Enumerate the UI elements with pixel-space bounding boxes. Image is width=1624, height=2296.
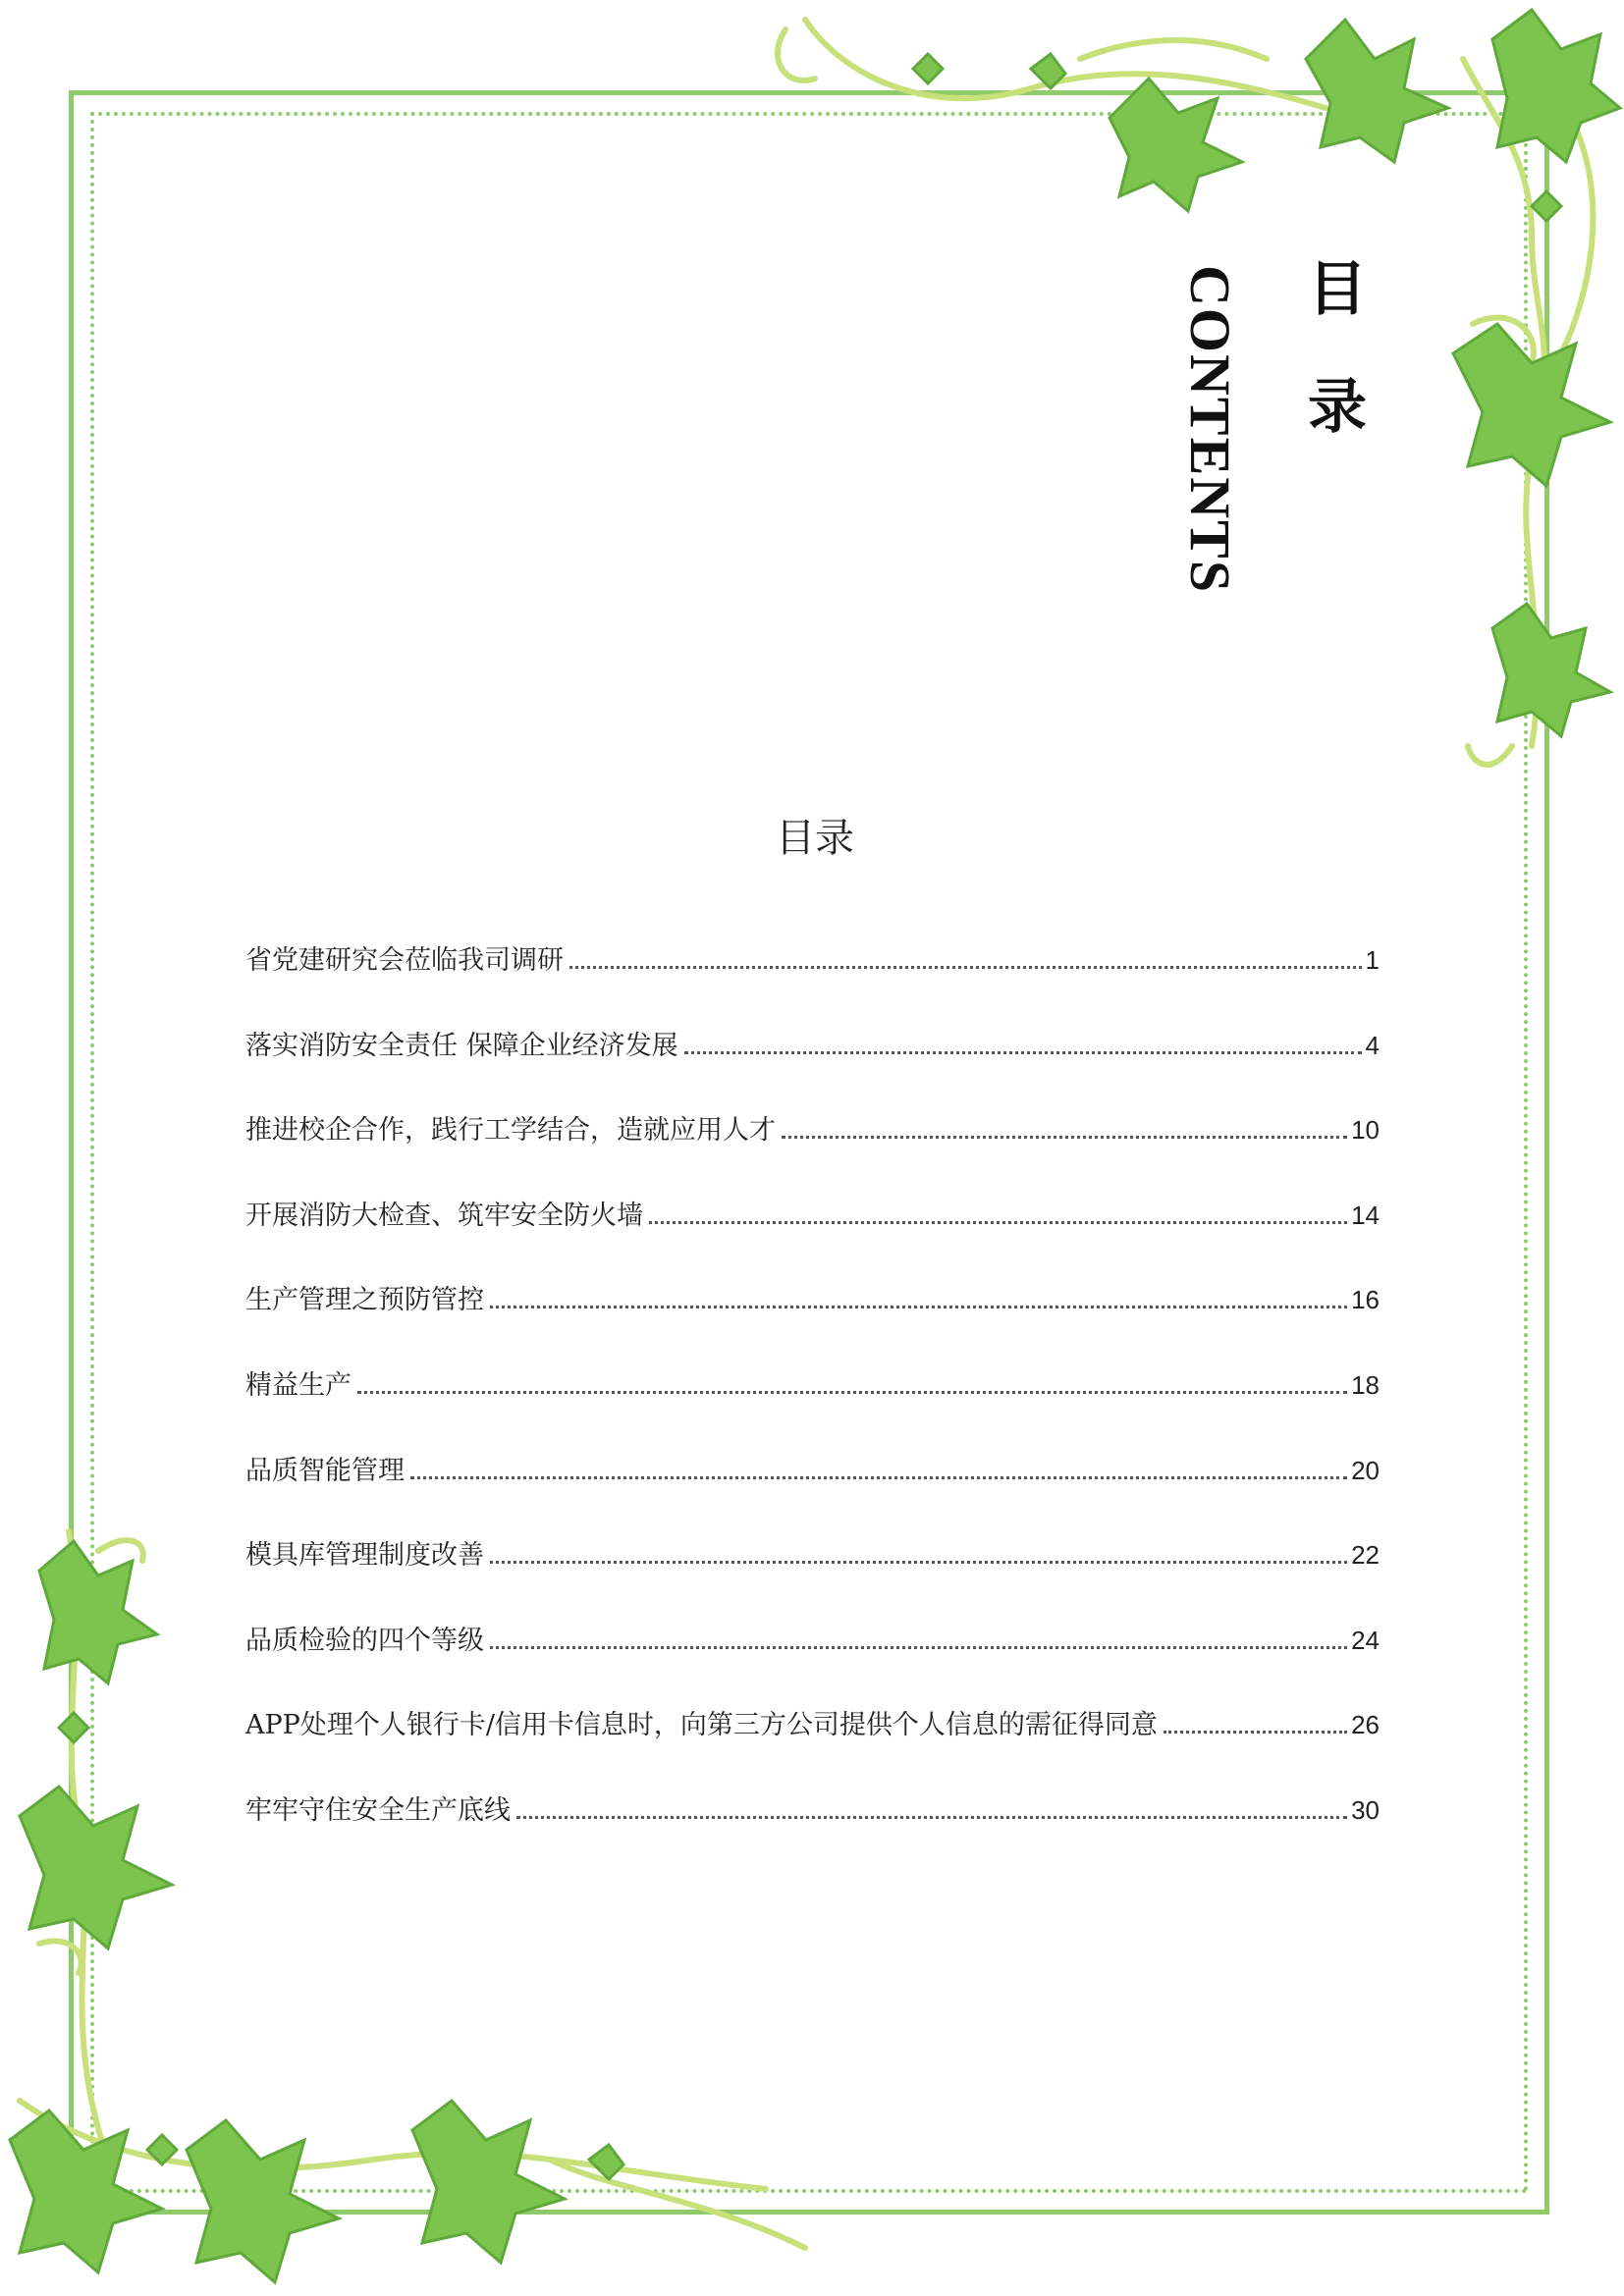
toc-entry-title: 精益生产 (245, 1369, 352, 1401)
toc-entry-title: APP处理个人银行卡/信用卡信息时，向第三方公司提供个人信息的需征得同意 (245, 1710, 1158, 1741)
toc-entry[interactable] (245, 938, 1380, 1024)
toc-leader-dots (649, 1220, 1347, 1224)
toc-leader-dots (410, 1475, 1347, 1479)
toc-entry[interactable] (245, 1194, 1380, 1279)
vertical-title: 目录 (1298, 257, 1367, 493)
toc-entry[interactable] (245, 1789, 1380, 1874)
toc-entry-page: 26 (1351, 1710, 1380, 1740)
toc-entry-page: 22 (1351, 1540, 1380, 1571)
toc-entry-title: 落实消防安全责任 保障企业经济发展 (245, 1030, 678, 1061)
toc-entry-page: 16 (1351, 1285, 1380, 1315)
toc-entry-title: 省党建研究会莅临我司调研 (245, 945, 564, 976)
toc-entry-title: 推进校企合作，践行工学结合，造就应用人才 (245, 1115, 776, 1147)
toc-entry-page: 30 (1351, 1794, 1380, 1825)
toc-entry[interactable] (245, 1363, 1380, 1449)
toc-entry-page: 1 (1365, 945, 1380, 975)
toc-entry-title: 开展消防大检查、筑牢安全防火墙 (245, 1200, 643, 1231)
toc-entry-title: 品质检验的四个等级 (245, 1625, 484, 1656)
toc-entry[interactable] (245, 1703, 1380, 1789)
toc-entry-page: 18 (1351, 1369, 1380, 1400)
toc-entry-page: 10 (1351, 1115, 1380, 1146)
toc-entry[interactable] (245, 1619, 1380, 1704)
toc-leader-dots (782, 1135, 1347, 1139)
toc-leader-dots (490, 1645, 1347, 1649)
toc-leader-dots (1164, 1730, 1347, 1734)
toc-leader-dots (516, 1815, 1347, 1819)
toc-entry-page: 24 (1351, 1625, 1380, 1655)
toc-leader-dots (569, 965, 1362, 969)
vertical-contents-label: CONTENTS (1178, 265, 1242, 595)
toc-entry-title: 模具库管理制度改善 (245, 1540, 484, 1572)
toc-leader-dots (684, 1050, 1362, 1054)
toc-leader-dots (490, 1305, 1347, 1308)
toc-entry-title: 牢牢守住安全生产底线 (245, 1794, 511, 1826)
toc-entry-page: 20 (1351, 1455, 1380, 1485)
toc-entry[interactable] (245, 1449, 1380, 1534)
toc-leader-dots (490, 1560, 1347, 1564)
toc-entry[interactable] (245, 1108, 1380, 1194)
table-of-contents (245, 938, 1380, 1874)
toc-leader-dots (357, 1390, 1347, 1394)
toc-entry-page: 4 (1365, 1030, 1380, 1060)
toc-entry-title: 生产管理之预防管控 (245, 1285, 484, 1316)
toc-entry[interactable] (245, 1533, 1380, 1619)
toc-heading: 目录 (776, 816, 854, 861)
toc-entry[interactable] (245, 1024, 1380, 1109)
toc-entry-page: 14 (1351, 1200, 1380, 1230)
toc-entry[interactable] (245, 1278, 1380, 1363)
toc-entry-title: 品质智能管理 (245, 1455, 405, 1486)
